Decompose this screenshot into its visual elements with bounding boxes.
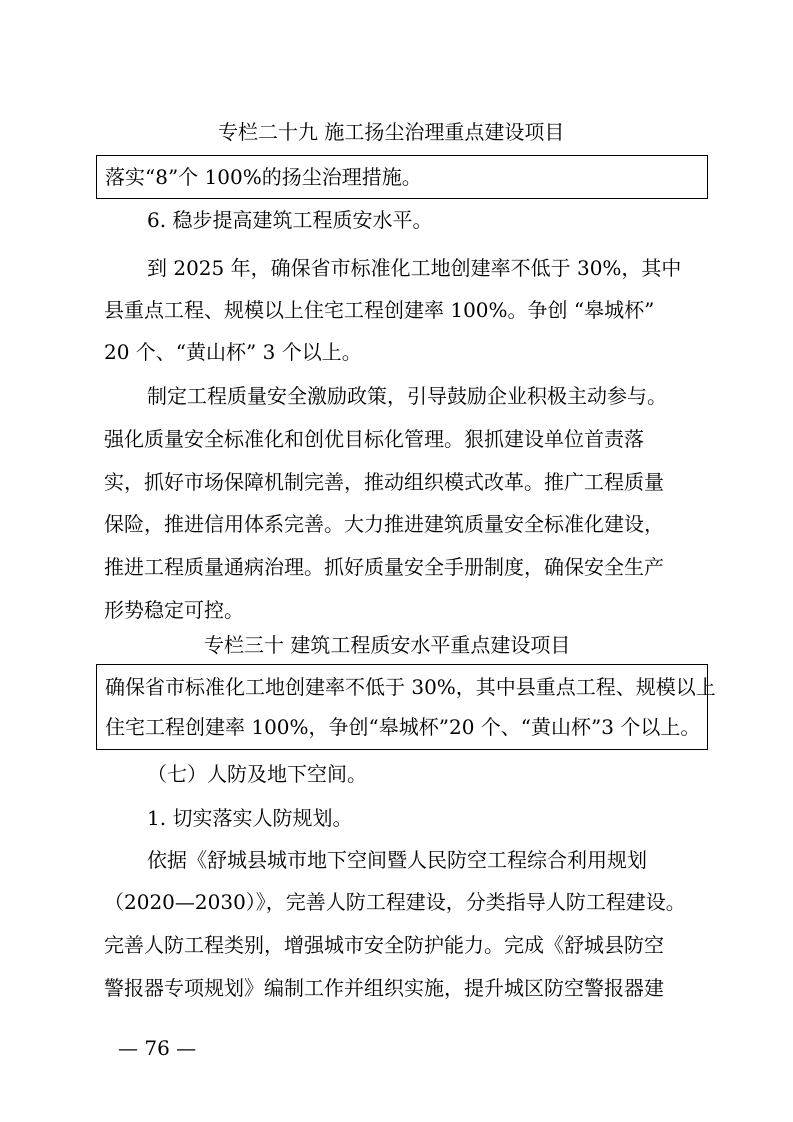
column-29-box-text: 落实“8”个 100%的扬尘治理措施。 <box>105 165 422 189</box>
section-7-para-line2: （2020—2030）》，完善人防工程建设，分类指导人防工程建设。 <box>104 890 686 914</box>
section-7-heading: （七）人防及地下空间。 <box>147 762 367 786</box>
section-6-para1-line3: 20 个、“黄山杯” 3 个以上。 <box>104 340 362 364</box>
column-30-box <box>96 664 716 750</box>
section-7-sub1-heading: 1. 切实落实人防规划。 <box>147 806 353 830</box>
section-6-para2-line5: 推进工程质量通病治理。抓好质量安全手册制度，确保安全生产 <box>104 555 664 579</box>
section-7-para-line4: 警报器专项规划》编制工作并组织实施，提升城区防空警报器建 <box>104 976 664 1000</box>
section-6-para1-line2: 县重点工程、规模以上住宅工程创建率 100%。争创 “皋城杯” <box>104 298 655 322</box>
page-number: — 76 — <box>118 1036 197 1060</box>
column-30-box-line2: 住宅工程创建率 100%，争创“皋城杯”20 个、“黄山杯”3 个以上。 <box>105 715 701 739</box>
column-29-box <box>96 155 708 199</box>
column-30-box-line1: 确保省市标准化工地创建率不低于 30%，其中县重点工程、规模以上 <box>105 675 716 699</box>
section-6-para2-line6: 形势稳定可控。 <box>104 598 244 622</box>
section-7-para-line3: 完善人防工程类别，增强城市安全防护能力。完成《舒城县防空 <box>104 933 664 957</box>
column-29-title: 专栏二十九 施工扬尘治理重点建设项目 <box>218 120 565 144</box>
section-6-para2-line1: 制定工程质量安全激励政策，引导鼓励企业积极主动参与。 <box>147 384 667 408</box>
section-6-para2-line3: 实，抓好市场保障机制完善，推动组织模式改革。推广工程质量 <box>104 470 664 494</box>
column-30-title: 专栏三十 建筑工程质安水平重点建设项目 <box>204 633 571 657</box>
section-6-para2-line4: 保险，推进信用体系完善。大力推进建筑质量安全标准化建设， <box>104 512 664 536</box>
section-6-para1-line1: 到 2025 年，确保省市标准化工地创建率不低于 30%，其中 <box>147 256 682 280</box>
section-6-heading: 6. 稳步提高建筑工程质安水平。 <box>147 208 433 232</box>
section-7-para-line1: 依据《舒城县城市地下空间暨人民防空工程综合利用规划 <box>147 848 647 872</box>
section-6-para2-line2: 强化质量安全标准化和创优目标化管理。狠抓建设单位首责落 <box>104 427 644 451</box>
